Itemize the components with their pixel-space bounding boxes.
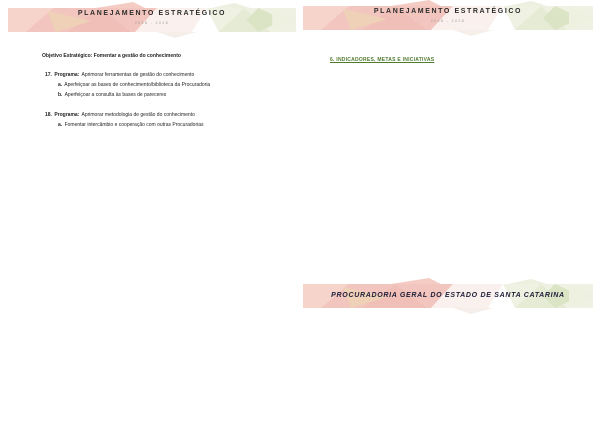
header-banner-left — [8, 2, 296, 38]
program-label: Programa: — [54, 112, 80, 118]
document-title: PLANEJAMENTO ESTRATÉGICO — [77, 10, 227, 17]
program-18-line — [45, 110, 277, 120]
program-17-line — [45, 70, 277, 80]
item-text: Fomentar intercâmbio e cooperação com outras Procuradorias — [64, 122, 204, 128]
header-banner-right — [303, 0, 593, 36]
program-17-item-b — [58, 90, 277, 100]
program-text: Aprimorar ferramentas de gestão do conhecimento — [81, 72, 195, 78]
document-page-right — [300, 0, 600, 424]
document-title: PLANEJAMENTO ESTRATÉGICO — [373, 8, 523, 15]
objective-heading: Objetivo Estratégico: Fomentar a gestão do conhecimento — [42, 53, 181, 59]
item-text: Aperfeiçoar a consulta às bases de pareceres — [64, 92, 167, 98]
footer-banner — [303, 278, 593, 314]
item-letter: a. — [58, 82, 63, 88]
item-text: Aperfeiçoar as bases de conhecimento/biblioteca da Procuradoria — [64, 82, 211, 88]
document-subtitle-years: 2018 - 2028 — [430, 18, 466, 23]
program-text: Aprimorar metodologia de gestão do conhecimento — [81, 112, 195, 118]
organization-name: PROCURADORIA GERAL DO ESTADO DE SANTA CATARINA — [331, 292, 565, 299]
section-heading: 6. INDICADORES, METAS E INICIATIVAS — [330, 57, 435, 63]
program-number: 17. — [45, 72, 52, 78]
program-17-item-a — [58, 80, 277, 90]
item-letter: b. — [58, 92, 63, 98]
program-18-item-a — [58, 120, 277, 130]
item-letter: a. — [58, 122, 63, 128]
document-subtitle-years: 2018 - 2028 — [134, 20, 170, 25]
program-label: Programa: — [54, 72, 80, 78]
page-body-text — [42, 51, 277, 130]
program-number: 18. — [45, 112, 52, 118]
